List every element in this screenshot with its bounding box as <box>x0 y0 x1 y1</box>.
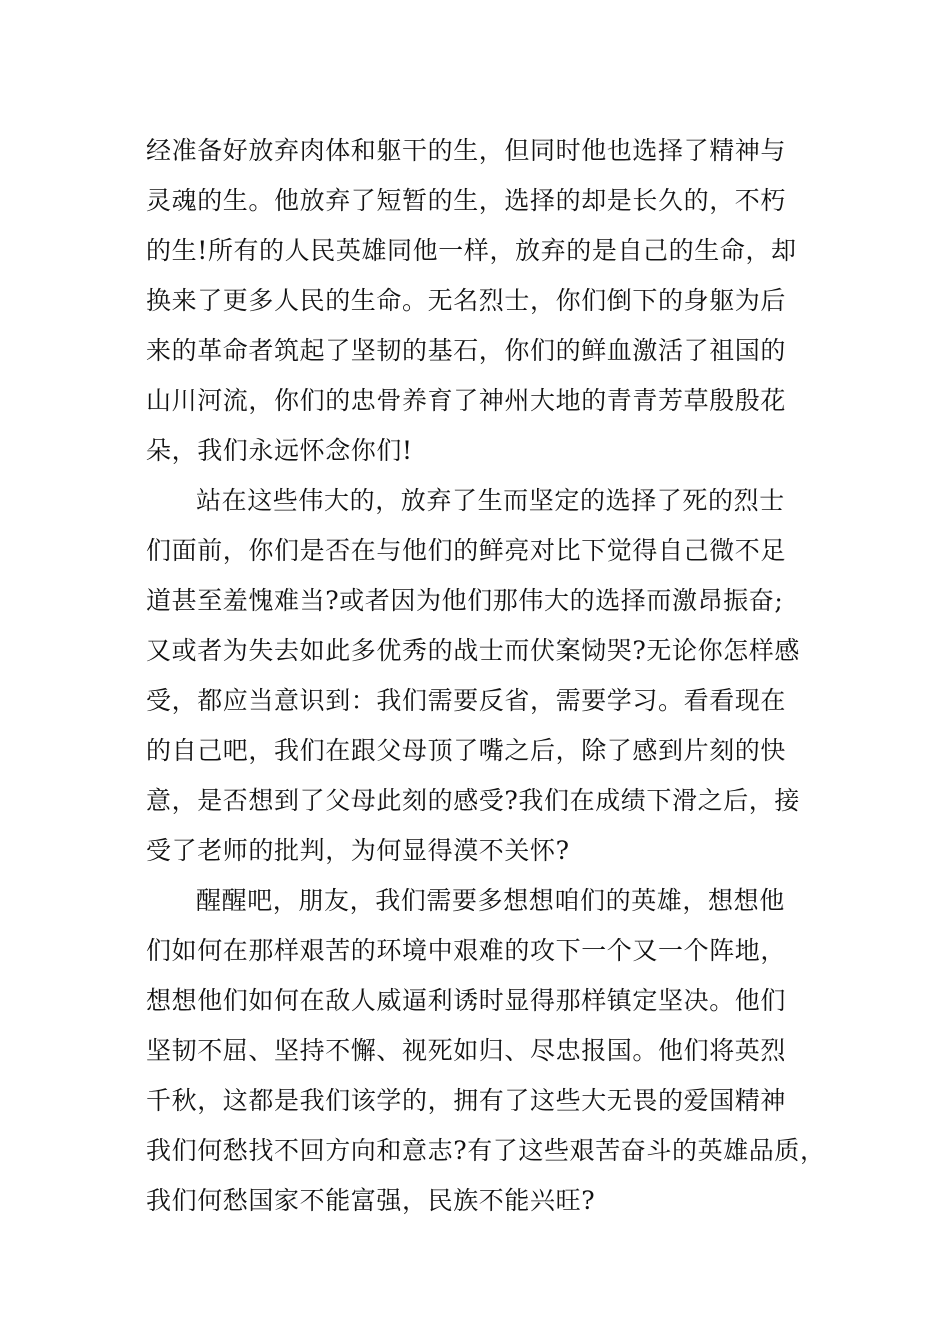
text-line: 灵魂的生。他放弃了短暂的生，选择的却是长久的，不朽 <box>146 186 787 215</box>
paragraph-start-line: 醒醒吧，朋友，我们需要多想想咱们的英雄，想想他 <box>196 886 785 915</box>
text-line: 经准备好放弃肉体和躯干的生，但同时他也选择了精神与 <box>146 136 787 165</box>
text-line: 千秋，这都是我们该学的，拥有了这些大无畏的爱国精神 <box>146 1086 787 1115</box>
text-line: 意，是否想到了父母此刻的感受?我们在成绩下滑之后，接 <box>146 786 801 815</box>
text-line: 朵，我们永远怀念你们! <box>146 436 413 465</box>
text-line: 的生!所有的人民英雄同他一样，放弃的是自己的生命，却 <box>146 236 797 265</box>
text-line: 的自己吧，我们在跟父母顶了嘴之后，除了感到片刻的快 <box>146 736 787 765</box>
text-line: 换来了更多人民的生命。无名烈士，你们倒下的身躯为后 <box>146 286 787 315</box>
text-line: 们如何在那样艰苦的环境中艰难的攻下一个又一个阵地， <box>146 936 787 965</box>
text-line: 想想他们如何在敌人威逼利诱时显得那样镇定坚决。他们 <box>146 986 787 1015</box>
text-line: 道甚至羞愧难当?或者因为他们那伟大的选择而激昂振奋; <box>146 586 784 615</box>
text-line: 来的革命者筑起了坚韧的基石，你们的鲜血激活了祖国的 <box>146 336 787 365</box>
text-line: 山川河流，你们的忠骨养育了神州大地的青青芳草殷殷花 <box>146 386 787 415</box>
paragraph-start-line: 站在这些伟大的，放弃了生而坚定的选择了死的烈士 <box>196 486 785 515</box>
text-line: 受，都应当意识到：我们需要反省，需要学习。看看现在 <box>146 686 787 715</box>
text-line: 又或者为失去如此多优秀的战士而伏案恸哭?无论你怎样感 <box>146 636 801 665</box>
text-line: 坚韧不屈、坚持不懈、视死如归、尽忠报国。他们将英烈 <box>146 1036 787 1065</box>
text-line: 受了老师的批判，为何显得漠不关怀? <box>146 836 570 865</box>
text-line: 我们何愁国家不能富强，民族不能兴旺? <box>146 1186 596 1215</box>
text-line: 们面前，你们是否在与他们的鲜亮对比下觉得自己微不足 <box>146 536 787 565</box>
text-line: 我们何愁找不回方向和意志?有了这些艰苦奋斗的英雄品质， <box>146 1136 826 1165</box>
